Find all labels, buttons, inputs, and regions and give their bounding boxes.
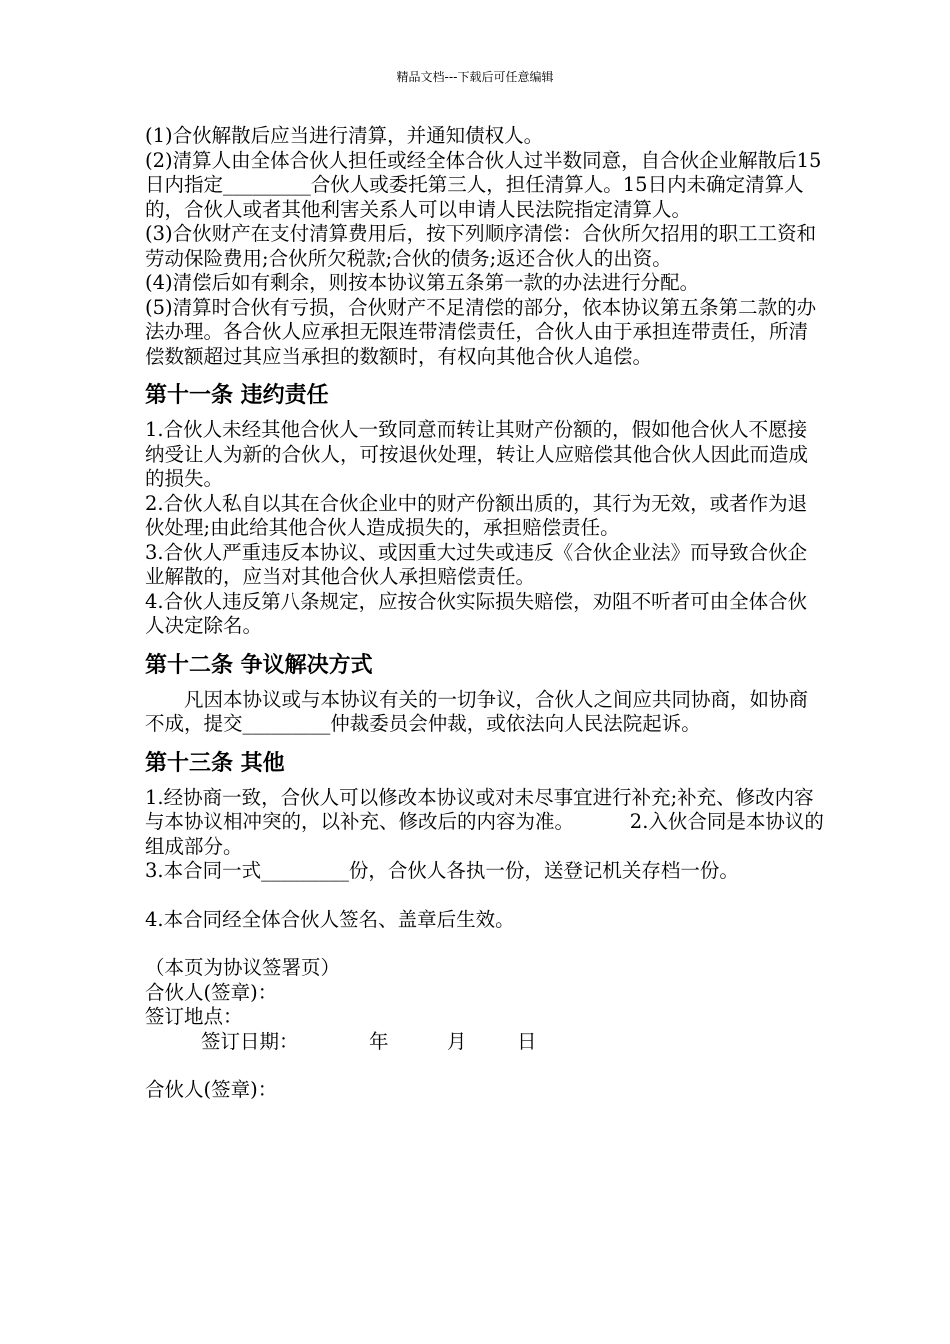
partner-signature-2: 合伙人(签章)：	[145, 1078, 278, 1101]
clause-10-item-5: (5)清算时合伙有亏损，合伙财产不足清偿的部分，依本协议第五条第二款的办法办理。各合伙人应承担无限连带清偿责任，合伙人由于承担连带责任，所清偿数额超过其应当承担的数额时，有权向其他合伙人追偿。	[145, 295, 817, 368]
clause-11-item-1: 1.合伙人未经其他合伙人一致同意而转让其财产份额的，假如他合伙人不愿接纳受让人为新的合伙人，可按退伙处理，转让人应赔偿其他合伙人因此而造成的损失。	[145, 418, 809, 490]
document-body	[145, 124, 825, 1103]
signature-page-note: （本页为协议签署页）	[145, 956, 341, 979]
clause-10-item-3: (3)合伙财产在支付清算费用后，按下列顺序清偿：合伙所欠招用的职工工资和劳动保险费用;合伙所欠税款;合伙的债务;返还合伙人的出资。	[145, 222, 817, 270]
spacer	[145, 884, 825, 908]
clause-11-item-2: 2.合伙人私自以其在合伙企业中的财产份额出质的，其行为无效，或者作为退伙处理;由此给其他合伙人造成损失的，承担赔偿责任。	[145, 491, 808, 539]
clause-13-item-1-2: 1.经协商一致，合伙人可以修改本协议或对未尽事宜进行补充;补充、修改内容与本协议相冲突的，以补充、修改后的内容为准。 2.入伙合同是本协议的组成部分。	[145, 785, 824, 858]
clause-10-item-1: (1)合伙解散后应当进行清算，并通知债权人。	[145, 124, 544, 147]
spacer	[145, 932, 825, 956]
clause-12-body: 凡因本协议或与本协议有关的一切争议，合伙人之间应共同协商，如协商不成，提交_________仲裁委员会仲裁，或依法向人民法院起诉。	[145, 687, 809, 735]
page-header: 精品文档---下载后可任意编辑	[396, 70, 554, 84]
spacer	[145, 1054, 825, 1078]
clause-10-item-2: (2)清算人由全体合伙人担任或经全体合伙人过半数同意，自合伙企业解散后15日内指定_________合伙人或委托第三人，担任清算人。15日内未确定清算人的，合伙人或者其他利害关系人可以申请人民法院指定清算人。	[145, 148, 822, 221]
date-day: 日	[517, 1029, 537, 1053]
date-year: 年	[369, 1029, 389, 1053]
signing-place: 签订地点：	[145, 1005, 243, 1028]
signing-date-label: 签订日期：	[201, 1029, 299, 1053]
clause-13-item-4: 4.本合同经全体合伙人签名、盖章后生效。	[145, 907, 515, 931]
date-month: 月	[447, 1029, 467, 1053]
signing-date-row	[145, 1030, 825, 1055]
clause-13-item-3: 3.本合同一式_________份，合伙人各执一份，送登记机关存档一份。	[145, 859, 739, 882]
clause-10-item-4: (4)清偿后如有剩余，则按本协议第五条第一款的办法进行分配。	[145, 271, 700, 294]
article-11-heading: 第十一条 违约责任	[145, 383, 329, 408]
partner-signature-1: 合伙人(签章)：	[145, 980, 278, 1004]
article-12-heading: 第十二条 争议解决方式	[145, 652, 373, 678]
clause-11-item-4: 4.合伙人违反第八条规定，应按合伙实际损失赔偿，劝阻不听者可由全体合伙人决定除名。	[145, 589, 808, 637]
article-13-heading: 第十三条 其他	[145, 750, 285, 776]
clause-11-item-3: 3.合伙人严重违反本协议、或因重大过失或违反《合伙企业法》而导致合伙企业解散的，应当对其他合伙人承担赔偿责任。	[145, 540, 808, 588]
